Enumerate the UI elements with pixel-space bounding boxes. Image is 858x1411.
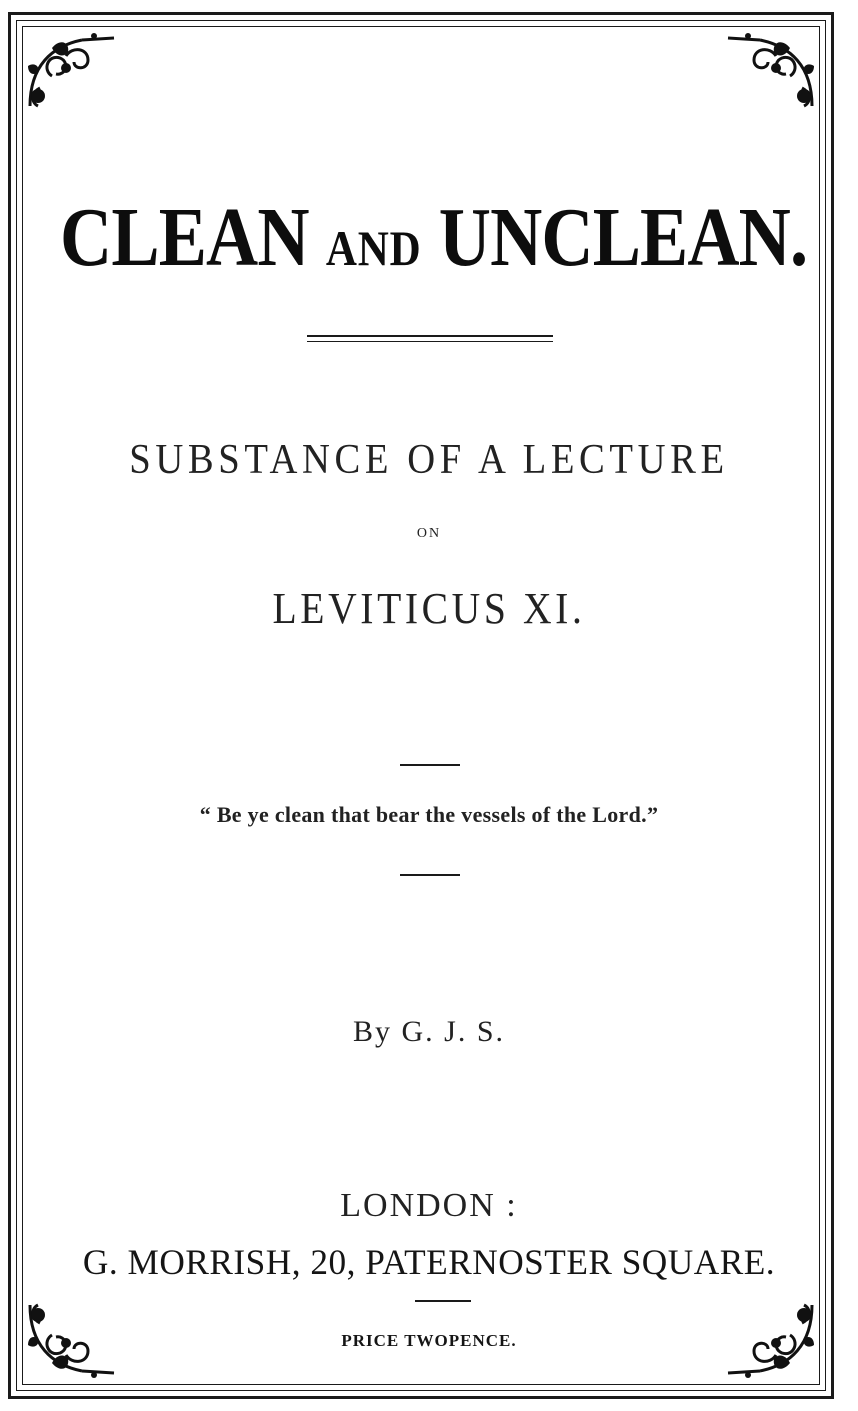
title-word-unclean: UNCLEAN. (438, 191, 808, 284)
on-word: ON (416, 526, 442, 541)
imprint-publisher: G. MORRISH, 20, PATERNOSTER SQUARE. (82, 1242, 776, 1282)
epigraph-rule-bottom (400, 874, 460, 876)
title-word-clean: CLEAN (60, 191, 309, 284)
subtitle-line-2: LEVITICUS XI. (272, 584, 586, 633)
price-rule (415, 1300, 471, 1302)
imprint-city: LONDON : (340, 1187, 518, 1224)
epigraph-rule-top (400, 764, 460, 766)
main-title (60, 190, 808, 296)
floral-scroll-icon (22, 26, 118, 122)
subtitle-line-1: SUBSTANCE OF A LECTURE (129, 437, 729, 483)
price-line: PRICE TWOPENCE. (341, 1331, 517, 1350)
floral-scroll-icon (724, 26, 820, 122)
epigraph-quote: “ Be ye clean that bear the vessels of the Lord.” (199, 802, 659, 827)
title-rule-bottom (307, 341, 553, 342)
title-rule-top (307, 335, 553, 337)
title-word-and: AND (325, 220, 422, 276)
author-line: By G. J. S. (352, 1015, 506, 1048)
